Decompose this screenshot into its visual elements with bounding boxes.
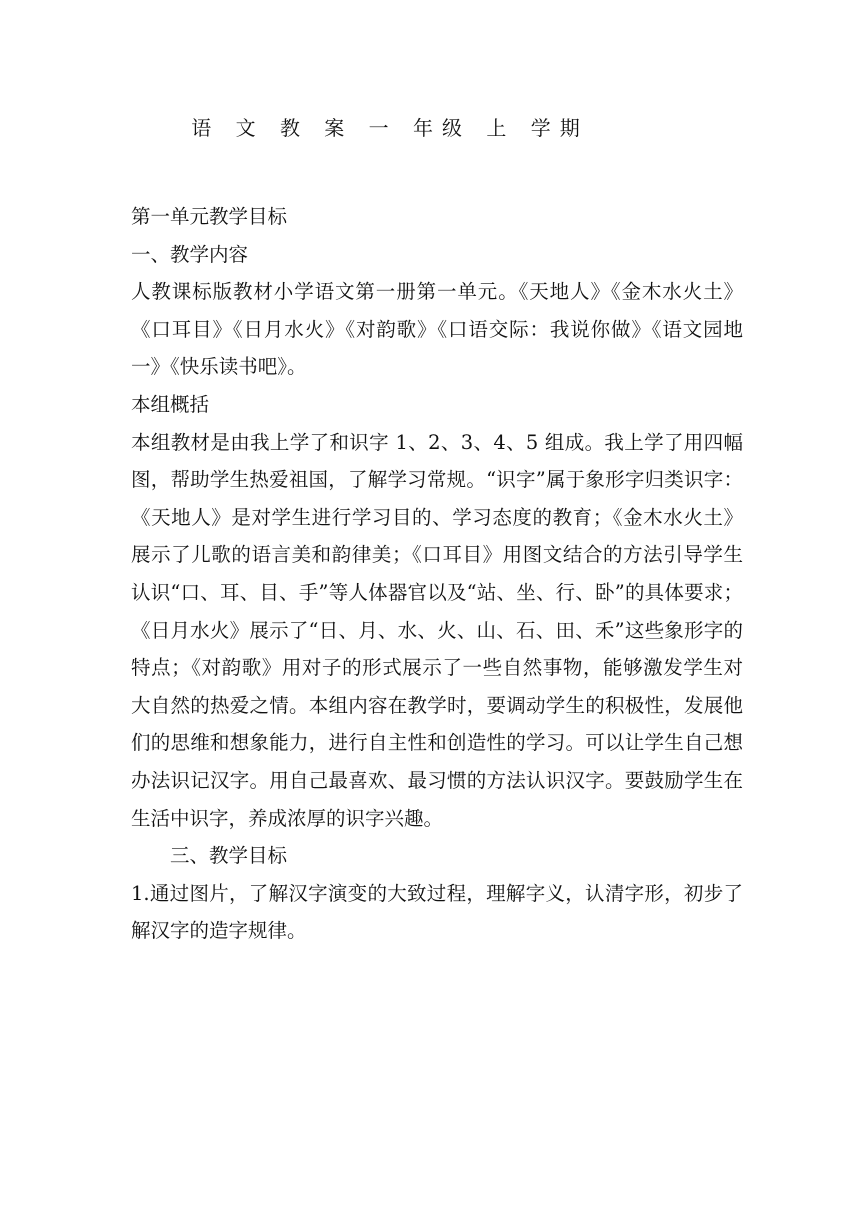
section-heading-teaching-content: 一、教学内容 (131, 242, 249, 266)
document-title: 语 文 教 案 一 年级 上 学期 (191, 116, 589, 140)
unit-heading: 第一单元教学目标 (131, 205, 288, 228)
summary-paragraph: 本组教材是由我上学了和识字 1、2、3、4、5 组成。我上学了用四幅图，帮助学生热爱祖国，了解学习常规。“识字”属于象形字归类识字：《天地人》是对学生进行学习目的、学习态度的教育；《金木水火土》展示了儿歌的语言美和韵律美；《口耳目》用图文结合的方法引导学生认识“口、耳、目、手”等人体器官以及“站、坐、行、卧”的具体要求；《日月水火》展示了“日、月、水、火、山、石、田、禾”这些象形字的特点；《对韵歌》用对子的形式展示了一些自然事物，能够激发学生对大自然的热爱之情。本组内容在教学时，要调动学生的积极性，发展他们的思维和想象能力，进行自主性和创造性的学习。可以让学生自己想办法识记汉字。用自己最喜欢、最习惯的方法认识汉字。要鼓励学生在生活中识字，养成浓厚的识字兴趣。 (131, 430, 743, 830)
section-heading-teaching-goals: 三、教学目标 (170, 844, 288, 868)
teaching-content-paragraph: 人教课标版教材小学语文第一册第一单元。《天地人》《金木水火土》《口耳目》《日月水火》《对韵歌》《口语交际：我说你做》《语文园地一》《快乐读书吧》。 (131, 280, 743, 379)
document-body (131, 198, 743, 950)
summary-heading: 本组概括 (131, 392, 210, 416)
goal-item-1: 1.通过图片，了解汉字演变的大致过程，理解字义，认清字形，初步了解汉字的造字规律。 (131, 881, 743, 943)
